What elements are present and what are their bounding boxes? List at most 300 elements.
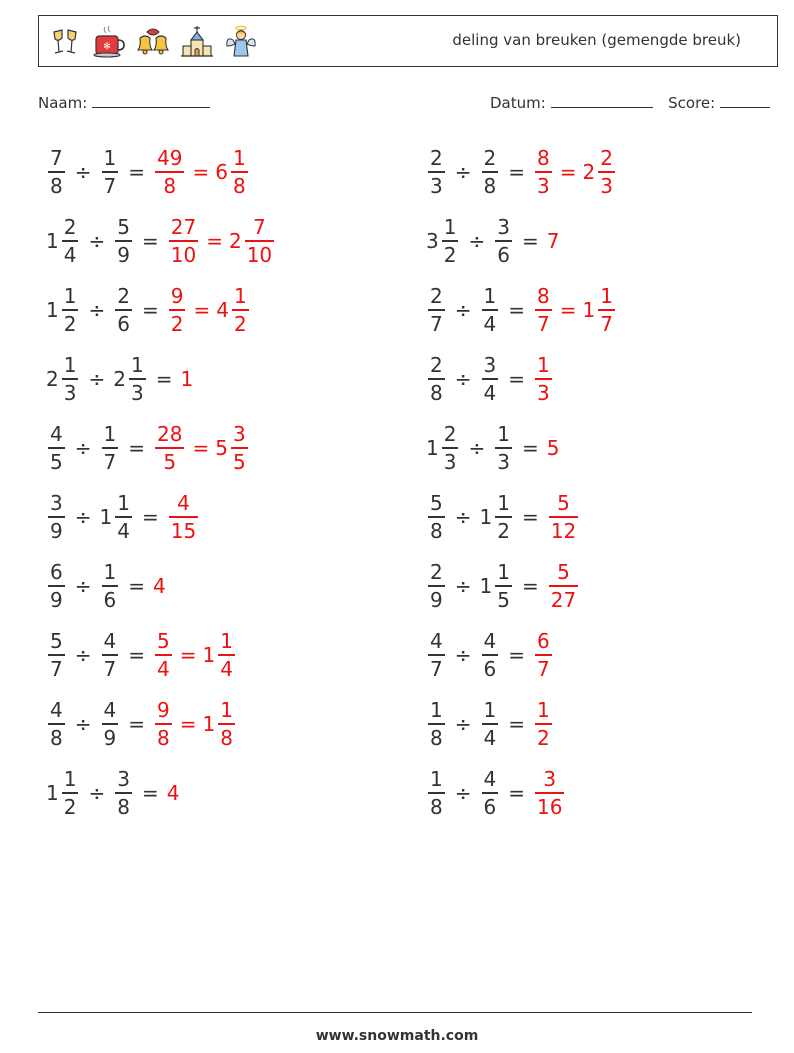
dividend [426,631,447,679]
fraction-bar [102,654,119,656]
whole-number: 2 [113,367,126,391]
denominator: 4 [483,726,497,750]
dividend [426,286,447,334]
fraction-bar [549,585,578,587]
fraction [428,769,445,817]
fraction-bar [482,378,499,380]
dividend [426,355,447,403]
whole-number: 1 [46,229,59,253]
equals-sign: = [128,436,145,460]
answer-mixed [216,286,250,334]
numerator: 1 [497,491,510,515]
whole-number: 1 [202,712,216,736]
fraction-bar [535,378,552,380]
divisor [113,355,147,403]
divide-sign: ÷ [88,367,106,391]
dividend [426,217,460,265]
equals-sign: = [128,643,145,667]
answer-mixed [215,148,249,196]
divide-sign: ÷ [468,436,486,460]
fraction [231,424,248,472]
denominator: 8 [483,174,497,198]
numerator: 1 [483,284,497,308]
answer-improper [153,424,186,472]
answer [533,631,554,679]
whole-number: 1 [46,298,59,322]
numerator: 2 [430,146,443,170]
numerator: 4 [103,698,117,722]
equals-sign: = [141,505,159,529]
fraction-bar [428,171,445,173]
fraction [428,562,445,610]
denominator: 6 [117,312,130,336]
answer-mixed [583,286,617,334]
numerator: 1 [497,422,510,446]
denominator: 3 [497,450,510,474]
answer [153,424,250,472]
numerator: 1 [63,353,77,377]
problem-item [426,556,580,616]
denominator: 7 [430,312,443,336]
fraction [62,286,79,334]
problem-item [426,418,560,478]
fraction [495,424,512,472]
dividend [46,562,67,610]
numerator: 3 [483,353,497,377]
fraction [535,700,552,748]
fraction-bar [535,792,564,794]
numerator: 4 [50,422,63,446]
fraction-bar [482,171,499,173]
fraction [428,355,445,403]
denominator: 4 [157,657,170,681]
divisor [480,286,501,334]
denominator: 7 [103,450,117,474]
fraction-bar [169,516,198,518]
divisor [480,769,501,817]
numerator: 5 [430,491,443,515]
fraction-bar [245,240,274,242]
numerator: 1 [232,146,246,170]
dividend [46,631,67,679]
church-icon [179,24,215,60]
dividend [46,769,80,817]
whole-number: 2 [228,229,242,253]
dividend [46,355,80,403]
problem-item [46,280,251,340]
fraction-bar [428,309,445,311]
denominator: 8 [157,726,170,750]
fraction [169,493,198,541]
problem-item [46,625,237,685]
divisor [113,769,134,817]
numerator: 2 [430,560,443,584]
denominator: 8 [117,795,130,819]
fraction [535,769,564,817]
fraction-bar [598,309,615,311]
denominator: 4 [483,312,497,336]
denominator: 27 [550,588,577,612]
whole-number: 1 [479,505,493,529]
fraction-bar [62,378,79,380]
fraction [102,424,119,472]
fraction-bar [495,516,512,518]
numerator: 2 [63,215,77,239]
fraction [549,562,578,610]
problem-item [46,694,237,754]
divide-sign: ÷ [454,643,472,667]
fraction-bar [48,654,65,656]
numerator: 3 [543,767,557,791]
answer [547,562,580,610]
answer [533,286,617,334]
fraction-bar [442,447,459,449]
denominator: 2 [537,726,550,750]
numerator: 2 [430,284,443,308]
fraction-bar [482,309,499,311]
date-label: Datum: [490,94,546,112]
divisor [100,148,121,196]
divide-sign: ÷ [74,505,92,529]
divisor [480,148,501,196]
divide-sign: ÷ [454,160,472,184]
denominator: 7 [537,657,550,681]
equals-sign: = [508,160,525,184]
numerator: 2 [430,353,443,377]
fraction-bar [155,723,172,725]
divide-sign: ÷ [454,505,472,529]
fraction [549,493,578,541]
numerator: 6 [537,629,550,653]
answer [533,700,554,748]
numerator: 1 [443,215,457,239]
denominator: 3 [600,174,613,198]
divide-sign: ÷ [454,712,472,736]
answer-equals-sign: = [559,298,577,322]
answer-equals-sign: = [559,160,577,184]
denominator: 8 [232,174,246,198]
fraction [115,769,132,817]
divisor [480,493,514,541]
fraction [155,631,172,679]
denominator: 16 [537,795,563,819]
fraction [48,562,65,610]
numerator: 1 [430,767,443,791]
denominator: 6 [103,588,117,612]
fraction [232,286,249,334]
answer-equals-sign: = [193,298,211,322]
fraction-bar [48,516,65,518]
denominator: 8 [163,174,177,198]
denominator: 3 [130,381,144,405]
problem-item [426,487,580,547]
whole-number: 1 [426,436,439,460]
footer-divider [38,1012,752,1013]
divisor [100,424,121,472]
problem-item [46,142,250,202]
christmas-bells-icon [135,24,171,60]
fraction-bar [129,378,146,380]
answer-improper [153,148,186,196]
denominator: 5 [163,450,177,474]
problem-item [426,142,617,202]
denominator: 2 [497,519,510,543]
divide-sign: ÷ [74,436,92,460]
fraction [62,769,79,817]
champagne-glasses-icon [47,24,83,60]
numerator: 1 [103,560,117,584]
dividend [426,148,447,196]
equals-sign: = [155,367,173,391]
dividend [426,700,447,748]
answer-equals-sign: = [206,229,223,253]
denominator: 5 [50,450,63,474]
divide-sign: ÷ [454,574,472,598]
denominator: 5 [232,450,246,474]
score-blank [720,93,770,108]
numerator: 8 [537,284,550,308]
denominator: 9 [117,243,130,267]
answer-improper [153,700,174,748]
denominator: 2 [170,312,184,336]
answer [547,493,580,541]
numerator: 1 [103,146,117,170]
whole-number: 3 [426,229,439,253]
answer-improper [533,148,554,196]
fraction-bar [232,309,249,311]
numerator: 9 [157,698,170,722]
fraction [535,355,552,403]
divisor [100,493,134,541]
answer [167,781,181,805]
answer-equals-sign: = [179,643,197,667]
numerator: 9 [170,284,184,308]
fraction-bar [535,723,552,725]
problem-item [426,625,554,685]
fraction [495,562,512,610]
whole-number: 1 [479,574,493,598]
divisor [113,286,134,334]
fraction-bar [48,723,65,725]
fraction [218,700,235,748]
answer [167,493,200,541]
fraction [62,355,79,403]
fraction-bar [218,654,235,656]
denominator: 7 [537,312,550,336]
fraction [482,700,499,748]
fraction [129,355,146,403]
numerator: 49 [157,146,183,170]
equals-sign: = [128,160,145,184]
fraction [115,493,132,541]
answer [533,355,554,403]
numerator: 4 [430,629,443,653]
header-icons [47,24,259,60]
denominator: 3 [537,174,550,198]
denominator: 7 [600,312,613,336]
problem-item [46,487,200,547]
numerator: 1 [537,353,550,377]
fraction [482,631,499,679]
score-label: Score: [668,94,716,112]
fraction-bar [115,792,132,794]
numerator: 2 [483,146,497,170]
fraction-bar [48,171,65,173]
name-field [38,93,210,112]
equals-sign: = [141,781,159,805]
fraction-bar [115,309,132,311]
denominator: 10 [170,243,197,267]
footer-website: www.snowmath.com [315,1028,479,1044]
numerator: 2 [443,422,457,446]
fraction [482,286,499,334]
problem-item [46,556,167,616]
fraction [218,631,235,679]
fraction [102,562,119,610]
denominator: 7 [103,657,117,681]
denominator: 8 [220,726,233,750]
denominator: 8 [430,381,443,405]
answer-improper [167,286,188,334]
divide-sign: ÷ [454,298,472,322]
whole-number: 2 [46,367,59,391]
denominator: 12 [550,519,577,543]
denominator: 9 [430,588,443,612]
problem-item [46,418,250,478]
fraction [102,700,119,748]
numerator: 1 [130,353,144,377]
fraction-bar [62,309,79,311]
fraction [48,148,65,196]
fraction [428,286,445,334]
student-info-row [38,93,770,115]
denominator: 4 [220,657,233,681]
answer-fraction [533,631,554,679]
dividend [46,286,80,334]
christmas-mug-icon [91,24,127,60]
divide-sign: ÷ [468,229,486,253]
numerator: 1 [117,491,130,515]
numerator: 3 [497,215,510,239]
fraction-bar [428,516,445,518]
whole-number: 2 [582,160,596,184]
fraction-bar [218,723,235,725]
divisor [480,700,501,748]
whole-number: 1 [99,505,113,529]
fraction-bar [428,723,445,725]
name-blank [92,93,210,108]
worksheet-title: deling van breuken (gemengde breuk) [452,31,741,49]
fraction-bar [535,171,552,173]
fraction-bar [102,447,119,449]
fraction-bar [495,447,512,449]
svg-text:✻: ✻ [103,42,111,52]
whole-number: 6 [215,160,228,184]
fraction [155,700,172,748]
fraction [535,286,552,334]
answer [153,631,237,679]
denominator: 4 [483,381,497,405]
answer [153,700,237,748]
numerator: 1 [497,560,510,584]
denominator: 15 [170,519,197,543]
fraction [102,631,119,679]
divide-sign: ÷ [88,298,106,322]
whole-number: 5 [215,436,228,460]
fraction [495,217,512,265]
fraction-bar [482,723,499,725]
answer-equals-sign: = [192,160,210,184]
divisor [480,562,514,610]
fraction [428,493,445,541]
whole-number: 1 [582,298,596,322]
dividend [426,493,447,541]
denominator: 6 [497,243,510,267]
denominator: 8 [50,174,63,198]
answer-mixed [203,631,237,679]
dividend [46,217,80,265]
numerator: 1 [233,284,247,308]
answer-fraction [533,355,554,403]
divide-sign: ÷ [88,229,106,253]
problem-item [426,280,617,340]
equals-sign: = [521,229,539,253]
fraction-bar [102,171,119,173]
answer [533,769,566,817]
denominator: 5 [497,588,510,612]
denominator: 7 [430,657,443,681]
fraction [231,148,248,196]
answer-whole: 1 [180,367,194,391]
numerator: 27 [170,215,197,239]
numerator: 28 [157,422,183,446]
fraction [48,700,65,748]
answer [180,367,194,391]
fraction-bar [231,447,248,449]
answer-fraction [533,700,554,748]
problem-item [426,694,554,754]
fraction [245,217,274,265]
numerator: 5 [557,491,570,515]
problem-item [426,763,566,823]
equals-sign: = [508,367,525,391]
dividend [46,700,67,748]
dividend [426,562,447,610]
fraction [598,148,615,196]
whole-number: 1 [202,643,216,667]
denominator: 10 [246,243,273,267]
fraction-bar [115,516,132,518]
equals-sign: = [141,229,159,253]
equals-sign: = [128,712,145,736]
fraction [102,148,119,196]
fraction-bar [155,654,172,656]
fraction [155,424,184,472]
divide-sign: ÷ [74,712,92,736]
denominator: 3 [430,174,443,198]
denominator: 2 [443,243,457,267]
fraction-bar [48,447,65,449]
equals-sign: = [521,505,539,529]
equals-sign: = [508,643,525,667]
answer [547,229,561,253]
equals-sign: = [141,298,159,322]
denominator: 8 [50,726,63,750]
problem-item [46,349,194,409]
divisor [100,631,121,679]
fraction-bar [495,240,512,242]
fraction [482,148,499,196]
